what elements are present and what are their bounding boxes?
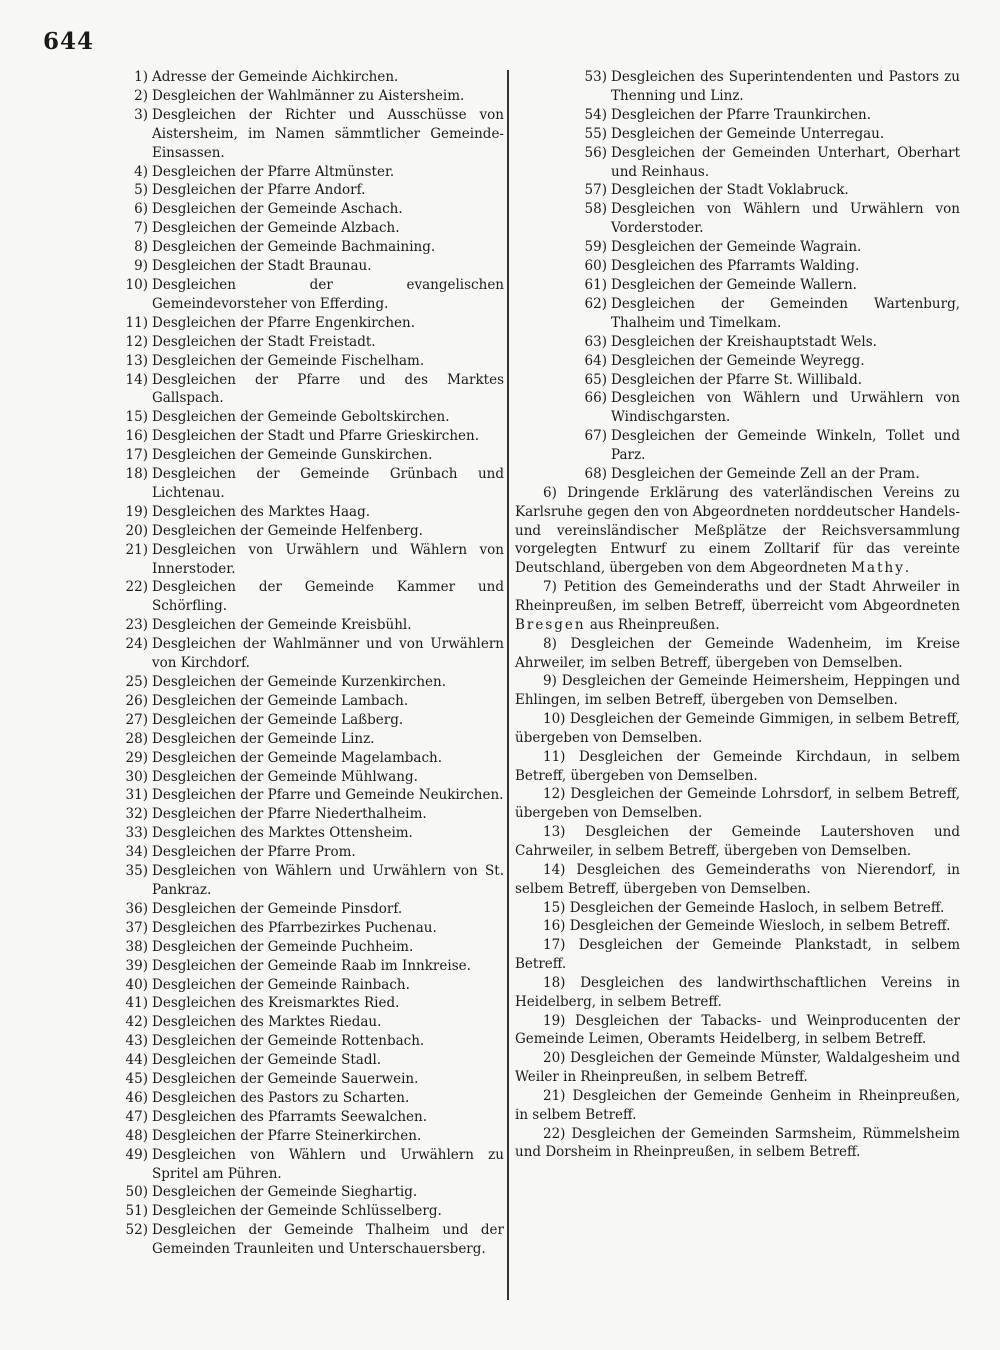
paragraph	[515, 899, 960, 918]
entry-number: 53)	[584, 69, 607, 85]
right-entry-list	[515, 68, 960, 484]
entry-text: Desgleichen der Stadt Freistadt.	[152, 333, 376, 350]
entry-number: 60)	[584, 258, 607, 275]
entry-number: 55)	[584, 125, 607, 142]
entry-text: Desgleichen des Superintendenten und Pastors zu Thenning und Linz.	[611, 69, 960, 104]
paragraph	[515, 823, 960, 861]
paragraph-text: 9) Desgleichen der Gemeinde Heimersheim, Heppingen und Ehlingen, im selben Betreff, übergeben von Demselben.	[515, 673, 960, 709]
list-item	[515, 68, 960, 106]
list-item	[112, 465, 504, 503]
list-item	[112, 711, 504, 730]
entry-number: 2)	[134, 87, 148, 104]
paragraph-text: 21) Desgleichen der Gemeinde Genheim in Rheinpreußen, in selbem Betreff.	[515, 1087, 960, 1123]
list-item	[112, 1089, 504, 1108]
list-item	[112, 824, 504, 843]
entry-number: 58)	[584, 201, 607, 218]
entry-number: 45)	[125, 1071, 148, 1088]
entry-number: 29)	[125, 749, 148, 766]
entry-number: 57)	[584, 182, 607, 199]
paragraph-tail: .	[904, 560, 910, 577]
entry-number: 13)	[125, 352, 148, 369]
entry-number: 34)	[125, 844, 148, 861]
entry-text: Desgleichen der Gemeinde Sauerwein.	[152, 1071, 419, 1088]
entry-text: Desgleichen der Gemeinde Rottenbach.	[152, 1033, 425, 1050]
entry-text: Desgleichen der Gemeinde Helfenberg.	[152, 522, 423, 539]
entry-number: 8)	[134, 239, 148, 256]
entry-number: 56)	[584, 144, 607, 161]
entry-number: 12)	[125, 333, 148, 350]
list-item	[112, 276, 504, 314]
paragraph-text: 20) Desgleichen der Gemeinde Münster, Waldalgesheim und Weiler in Rheinpreußen, in selbem Betreff.	[515, 1050, 960, 1086]
list-item	[112, 238, 504, 257]
entry-number: 14)	[125, 371, 148, 388]
entry-text: Desgleichen des Marktes Haag.	[152, 503, 371, 520]
entry-number: 42)	[125, 1014, 148, 1031]
entry-text: Desgleichen des Pfarramts Seewalchen.	[152, 1108, 427, 1125]
entry-text: Desgleichen der Gemeinde Zell an der Pram.	[611, 466, 920, 483]
list-item	[515, 125, 960, 144]
list-item	[515, 144, 960, 182]
left-column	[112, 68, 504, 1259]
paragraph	[515, 635, 960, 673]
entry-text: Desgleichen der Pfarre Traunkirchen.	[611, 106, 872, 123]
entry-text: Desgleichen der Stadt Voklabruck.	[611, 182, 849, 199]
list-item	[112, 635, 504, 673]
entry-text: Desgleichen der Gemeinde Stadl.	[152, 1052, 382, 1069]
entry-number: 48)	[125, 1127, 148, 1144]
list-item	[515, 200, 960, 238]
entry-number: 64)	[584, 352, 607, 369]
paragraph	[515, 1012, 960, 1050]
paragraph	[515, 936, 960, 974]
entry-number: 68)	[584, 466, 607, 483]
list-item	[112, 541, 504, 579]
entry-text: Desgleichen der Gemeinden Wartenburg, Thalheim und Timelkam.	[611, 295, 960, 331]
list-item	[112, 371, 504, 409]
entry-text: Desgleichen der Gemeinde Puchheim.	[152, 938, 414, 955]
paragraph	[515, 861, 960, 899]
list-item	[112, 1202, 504, 1221]
entry-number: 26)	[125, 692, 148, 709]
entry-text: Desgleichen der Pfarre Andorf.	[152, 182, 366, 199]
entry-text: Desgleichen der Gemeinde Weyregg.	[611, 352, 865, 369]
paragraph	[515, 484, 960, 578]
entry-text: Desgleichen der Gemeinde Kammer und Schörfling.	[152, 579, 504, 615]
entry-number: 16)	[125, 428, 148, 445]
list-item	[112, 257, 504, 276]
entry-number: 54)	[584, 106, 607, 123]
list-item	[112, 616, 504, 635]
paragraph	[515, 1087, 960, 1125]
entry-text: Desgleichen der Gemeinde Aschach.	[152, 201, 403, 218]
entry-text: Desgleichen von Wählern und Urwählern von Vorderstoder.	[611, 201, 960, 237]
list-item	[112, 106, 504, 163]
entry-text: Desgleichen von Urwählern und Wählern von Innerstoder.	[152, 541, 504, 577]
entry-text: Desgleichen des Marktes Riedau.	[152, 1014, 382, 1031]
paragraph-text: 17) Desgleichen der Gemeinde Plankstadt, in selbem Betreff.	[515, 937, 960, 973]
entry-text: Desgleichen der Wahlmänner zu Aistersheim.	[152, 87, 465, 104]
paragraph-text: 13) Desgleichen der Gemeinde Lautershoven und Cahrweiler, in selbem Betreff, übergeben von Demselben.	[515, 824, 960, 859]
list-item	[112, 333, 504, 352]
entry-number: 22)	[125, 579, 148, 596]
entry-text: Desgleichen von Wählern und Urwählern zu Spritel am Pühren.	[152, 1146, 504, 1182]
entry-text: Desgleichen der Gemeinde Wallern.	[611, 276, 857, 293]
list-item	[112, 1221, 504, 1259]
paragraph-list	[515, 484, 960, 1162]
entry-number: 46)	[125, 1089, 148, 1106]
list-item	[515, 352, 960, 371]
entry-number: 59)	[584, 239, 607, 256]
entry-text: Desgleichen der Gemeinde Sieghartig.	[152, 1184, 418, 1201]
entry-number: 66)	[584, 390, 607, 407]
entry-number: 7)	[134, 220, 148, 237]
entry-number: 31)	[125, 787, 148, 804]
entry-number: 36)	[125, 900, 148, 917]
list-item	[112, 976, 504, 995]
list-item	[112, 446, 504, 465]
entry-text: Desgleichen der Gemeinde Linz.	[152, 730, 375, 747]
list-item	[112, 68, 504, 87]
entry-number: 39)	[125, 957, 148, 974]
entry-text: Desgleichen der Wahlmänner und von Urwählern von Kirchdorf.	[152, 636, 504, 672]
entry-text: Desgleichen der Gemeinde Laßberg.	[152, 711, 404, 728]
list-item	[515, 238, 960, 257]
entry-number: 1)	[134, 69, 148, 85]
entry-text: Desgleichen der Gemeinde Thalheim und der Gemeinden Traunleiten und Unterschauersberg.	[152, 1222, 504, 1258]
entry-number: 20)	[125, 522, 148, 539]
list-item	[112, 957, 504, 976]
entry-text: Desgleichen des Marktes Ottensheim.	[152, 825, 413, 842]
entry-number: 10)	[125, 276, 148, 293]
paragraph-tail: aus Rheinpreußen.	[585, 616, 720, 633]
entry-number: 47)	[125, 1108, 148, 1125]
entry-text: Desgleichen der Gemeinde Raab im Innkreise.	[152, 957, 471, 974]
entry-text: Desgleichen der Gemeinde Bachmaining.	[152, 239, 436, 256]
list-item	[515, 389, 960, 427]
entry-text: Desgleichen der Gemeinde Unterregau.	[611, 125, 885, 142]
entry-number: 33)	[125, 825, 148, 842]
entry-number: 67)	[584, 428, 607, 445]
entry-text: Desgleichen der Gemeinde Wagrain.	[611, 239, 862, 256]
list-item	[515, 106, 960, 125]
entry-text: Desgleichen der Gemeinde Kreisbühl.	[152, 617, 412, 634]
entry-number: 52)	[125, 1222, 148, 1239]
list-item	[112, 1146, 504, 1184]
entry-text: Desgleichen des Pfarramts Walding.	[611, 258, 860, 275]
entry-number: 4)	[134, 163, 148, 180]
list-item	[112, 200, 504, 219]
list-item	[112, 181, 504, 200]
entry-text: Desgleichen der Pfarre Niederthalheim.	[152, 806, 427, 823]
entry-text: Desgleichen der Pfarre Altmünster.	[152, 163, 395, 180]
entry-number: 35)	[125, 863, 148, 880]
list-item	[515, 295, 960, 333]
entry-number: 27)	[125, 711, 148, 728]
list-item	[112, 862, 504, 900]
deputy-name: Bresgen	[515, 616, 586, 633]
entry-text: Desgleichen der Pfarre St. Willibald.	[611, 371, 863, 388]
entry-text: Desgleichen der Pfarre Prom.	[152, 844, 356, 861]
list-item	[112, 1183, 504, 1202]
list-item	[112, 786, 504, 805]
deputy-name: Mathy	[851, 560, 905, 577]
entry-text: Desgleichen der Gemeinde Winkeln, Tollet und Parz.	[611, 428, 960, 464]
entry-number: 5)	[134, 182, 148, 199]
entry-text: Desgleichen der Pfarre und Gemeinde Neukirchen.	[152, 787, 504, 804]
list-item	[112, 1013, 504, 1032]
entry-number: 63)	[584, 333, 607, 350]
entry-text: Desgleichen der Gemeinde Lambach.	[152, 692, 409, 709]
list-item	[112, 673, 504, 692]
list-item	[112, 768, 504, 787]
list-item	[112, 163, 504, 182]
entry-text: Desgleichen der evangelischen Gemeindevorsteher von Efferding.	[152, 276, 504, 312]
entry-text: Desgleichen von Wählern und Urwählern von Windischgarsten.	[611, 390, 960, 426]
paragraph	[515, 974, 960, 1012]
entry-text: Desgleichen der Gemeinde Gunskirchen.	[152, 447, 433, 464]
entry-text: Desgleichen der Gemeinde Grünbach und Lichtenau.	[152, 466, 504, 501]
entry-text: Desgleichen der Pfarre Steinerkirchen.	[152, 1127, 422, 1144]
list-item	[112, 522, 504, 541]
paragraph	[515, 748, 960, 786]
entry-text: Adresse der Gemeinde Aichkirchen.	[152, 69, 399, 85]
entry-text: Desgleichen der Gemeinde Kurzenkirchen.	[152, 674, 447, 690]
list-item	[112, 749, 504, 768]
list-item	[112, 843, 504, 862]
entry-number: 61)	[584, 276, 607, 293]
list-item	[112, 1108, 504, 1127]
paragraph-text: 7) Petition des Gemeinderaths und der Stadt Ahrweiler in Rheinpreußen, im selben Betreff, überreicht vom Abgeordneten	[515, 579, 960, 614]
paragraph	[515, 578, 960, 635]
list-item	[112, 87, 504, 106]
paragraph-text: 15) Desgleichen der Gemeinde Hasloch, in selbem Betreff.	[543, 899, 945, 916]
list-item	[112, 1127, 504, 1146]
entry-number: 17)	[125, 447, 148, 464]
entry-number: 43)	[125, 1033, 148, 1050]
entry-number: 19)	[125, 503, 148, 520]
entry-number: 51)	[125, 1203, 148, 1220]
entry-number: 41)	[125, 995, 148, 1012]
right-column	[515, 68, 960, 1162]
list-item	[112, 938, 504, 957]
list-item	[112, 503, 504, 522]
entry-number: 11)	[125, 314, 148, 331]
entry-text: Desgleichen der Stadt Braunau.	[152, 258, 372, 275]
entry-text: Desgleichen der Gemeinde Magelambach.	[152, 749, 443, 766]
paragraph-text: 18) Desgleichen des landwirthschaftlichen Vereins in Heidelberg, in selbem Betreff.	[515, 974, 960, 1010]
paragraph-text: 16) Desgleichen der Gemeinde Wiesloch, in selbem Betreff.	[543, 918, 951, 935]
paragraph	[515, 785, 960, 823]
entry-text: Desgleichen des Pfarrbezirkes Puchenau.	[152, 919, 437, 936]
list-item	[515, 371, 960, 390]
list-item	[515, 257, 960, 276]
entry-number: 24)	[125, 636, 148, 653]
paragraph	[515, 1125, 960, 1163]
list-item	[112, 219, 504, 238]
entry-text: Desgleichen der Gemeinde Mühlwang.	[152, 768, 418, 785]
entry-number: 32)	[125, 806, 148, 823]
list-item	[112, 900, 504, 919]
paragraph	[515, 917, 960, 936]
entry-text: Desgleichen der Stadt und Pfarre Grieskirchen.	[152, 428, 479, 445]
list-item	[112, 408, 504, 427]
paragraph	[515, 672, 960, 710]
entry-number: 40)	[125, 976, 148, 993]
paragraph-text: 22) Desgleichen der Gemeinden Sarmsheim, Rümmelsheim und Dorsheim in Rheinpreußen, in selbem Betreff.	[515, 1125, 960, 1161]
entry-number: 30)	[125, 768, 148, 785]
list-item	[515, 276, 960, 295]
list-item	[112, 427, 504, 446]
list-item	[515, 465, 960, 484]
entry-text: Desgleichen von Wählern und Urwählern von St. Pankraz.	[152, 863, 504, 898]
paragraph-text: 14) Desgleichen des Gemeinderaths von Nierendorf, in selbem Betreff, übergeben von Demselben.	[515, 861, 960, 897]
list-item	[112, 730, 504, 749]
paragraph-text: 10) Desgleichen der Gemeinde Gimmigen, in selbem Betreff, übergeben von Demselben.	[515, 711, 960, 746]
entry-number: 25)	[125, 674, 148, 690]
entry-text: Desgleichen der Pfarre und des Marktes Gallspach.	[152, 371, 504, 407]
entry-number: 62)	[584, 295, 607, 312]
entry-number: 49)	[125, 1146, 148, 1163]
entry-text: Desgleichen des Pastors zu Scharten.	[152, 1089, 410, 1106]
paragraph-text: 11) Desgleichen der Gemeinde Kirchdaun, in selbem Betreff, übergeben von Demselben.	[515, 748, 960, 784]
entry-text: Desgleichen des Kreismarktes Ried.	[152, 995, 400, 1012]
entry-number: 15)	[125, 409, 148, 426]
list-item	[112, 314, 504, 333]
entry-number: 65)	[584, 371, 607, 388]
list-item	[112, 692, 504, 711]
entry-number: 3)	[134, 106, 148, 123]
list-item	[515, 427, 960, 465]
entry-number: 28)	[125, 730, 148, 747]
paragraph-text: 8) Desgleichen der Gemeinde Wadenheim, im Kreise Ahrweiler, im selben Betreff, übergeben von Demselben.	[515, 635, 960, 671]
entry-text: Desgleichen der Gemeinde Rainbach.	[152, 976, 410, 993]
column-divider	[507, 70, 509, 1300]
entry-text: Desgleichen der Kreishauptstadt Wels.	[611, 333, 877, 350]
entry-number: 44)	[125, 1052, 148, 1069]
entry-number: 37)	[125, 919, 148, 936]
entry-number: 6)	[134, 201, 148, 218]
entry-text: Desgleichen der Gemeinden Unterhart, Oberhart und Reinhaus.	[611, 144, 960, 180]
entry-text: Desgleichen der Richter und Ausschüsse von Aistersheim, im Namen sämmtlicher Gemeinde-Einsassen.	[152, 106, 504, 161]
list-item	[112, 805, 504, 824]
entry-number: 18)	[125, 466, 148, 483]
entry-number: 9)	[134, 258, 148, 275]
entry-text: Desgleichen der Gemeinde Fischelham.	[152, 352, 425, 369]
list-item	[515, 181, 960, 200]
paragraph	[515, 1049, 960, 1087]
list-item	[112, 352, 504, 371]
list-item	[112, 1070, 504, 1089]
entry-text: Desgleichen der Gemeinde Schlüsselberg.	[152, 1203, 442, 1220]
list-item	[112, 919, 504, 938]
list-item	[112, 1032, 504, 1051]
list-item	[112, 578, 504, 616]
list-item	[515, 333, 960, 352]
entry-text: Desgleichen der Gemeinde Pinsdorf.	[152, 900, 403, 917]
list-item	[112, 994, 504, 1013]
entry-text: Desgleichen der Gemeinde Alzbach.	[152, 220, 400, 237]
paragraph	[515, 710, 960, 748]
entry-number: 38)	[125, 938, 148, 955]
paragraph-text: 6) Dringende Erklärung des vaterländischen Vereins zu Karlsruhe gegen den von Abgeordneten norddeutscher Handels- und vereinsländischer Meßplätze der Reichsversammlung vorgelegten Entwurf zu einem Zolltarif für das vereinte Deutschland, übergeben von dem Abgeordneten	[515, 484, 960, 577]
list-item	[112, 1051, 504, 1070]
entry-number: 50)	[125, 1184, 148, 1201]
entry-text: Desgleichen der Gemeinde Geboltskirchen.	[152, 409, 450, 426]
entry-number: 21)	[125, 541, 148, 558]
entry-number: 23)	[125, 617, 148, 634]
entry-text: Desgleichen der Pfarre Engenkirchen.	[152, 314, 415, 331]
page-number: 644	[43, 28, 95, 55]
paragraph-text: 12) Desgleichen der Gemeinde Lohrsdorf, in selbem Betreff, übergeben von Demselben.	[515, 786, 960, 822]
left-entry-list	[112, 68, 504, 1259]
paragraph-text: 19) Desgleichen der Tabacks- und Weinproducenten der Gemeinde Leimen, Oberamts Heidelberg, in selbem Betreff.	[515, 1012, 960, 1048]
